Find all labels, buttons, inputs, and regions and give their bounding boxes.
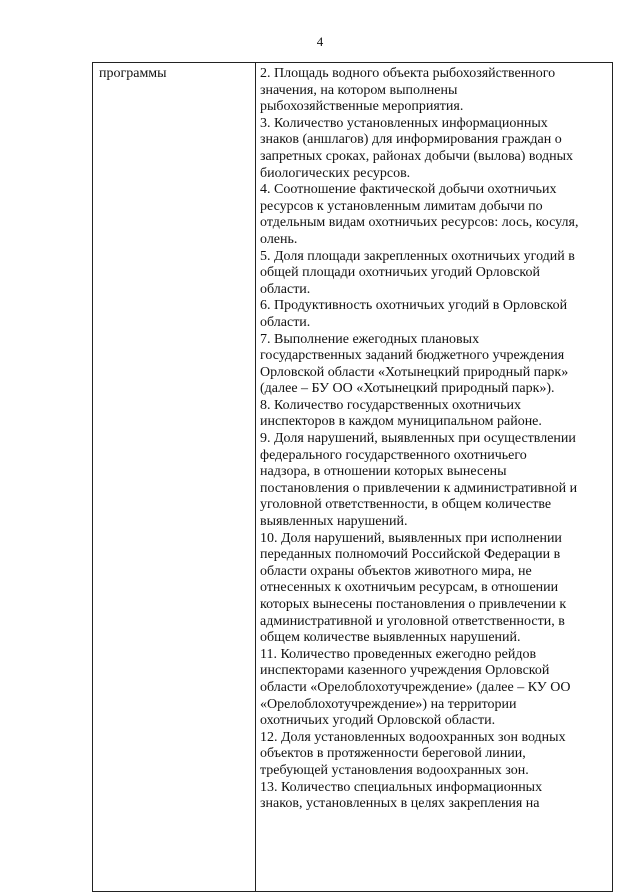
indicator-item: 7. Выполнение ежегодных плановых государственных заданий бюджетного учреждения Орловской области «Хотынецкий природный парк» (далее – БУ ОО «Хотынецкий природный парк»). bbox=[260, 331, 569, 397]
indicator-item: 5. Доля площади закрепленных охотничьих угодий в общей площади охотничьих угодий Орловской области. bbox=[260, 248, 575, 297]
indicator-item: 8. Количество государственных охотничьих инспекторов в каждом муниципальном районе. bbox=[260, 397, 542, 430]
indicator-item: 10. Доля нарушений, выявленных при исполнении переданных полномочий Российской Федерации в области охраны объектов животного мира, не отнесенных к охотничьим ресурсам, в отношении которых вынесены постановления о привлечении к административной и уголовной ответственности, в общем количестве выявленных нарушений. bbox=[260, 530, 567, 646]
indicator-item: 3. Количество установленных информационных знаков (аншлагов) для информирования граждан о запретных сроках, районах добычи (вылова) водных биологических ресурсов. bbox=[260, 115, 573, 181]
indicator-item: 4. Соотношение фактической добычи охотничьих ресурсов к установленным лимитам добычи по отдельным видам охотничьих ресурсов: лось, косуля, олень. bbox=[260, 182, 579, 247]
table-row bbox=[93, 63, 613, 892]
indicator-item: 6. Продуктивность охотничьих угодий в Орловской области. bbox=[260, 298, 568, 330]
indicators-table bbox=[92, 62, 613, 892]
indicator-item: 13. Количество специальных информационных знаков, установленных в целях закрепления на bbox=[260, 779, 543, 812]
table-cell-indicators bbox=[256, 63, 613, 892]
page-number: 4 bbox=[316, 34, 324, 49]
indicator-item: 2. Площадь водного объекта рыбохозяйственного значения, на котором выполнены рыбохозяйственные мероприятия. bbox=[260, 66, 556, 115]
table-cell-label bbox=[93, 63, 256, 892]
indicator-item: 11. Количество проведенных ежегодно рейдов инспекторами казенного учреждения Орловской области «Орелоблохотучреждение» (далее – КУ ОО «Орелоблохотучреждение») на территории охотничьих угодий Орловской области. bbox=[260, 646, 571, 729]
indicator-item: 9. Доля нарушений, выявленных при осуществлении федерального государственного охотничьего надзора, в отношении которых вынесены постановления о привлечении к административной и уголовной ответственности, в общем количестве выявленных нарушений. bbox=[260, 431, 578, 530]
indicator-item: 12. Доля установленных водоохранных зон водных объектов в протяженности береговой линии, требующей установления водоохранных зон. bbox=[260, 729, 566, 778]
program-label: программы bbox=[99, 66, 167, 81]
